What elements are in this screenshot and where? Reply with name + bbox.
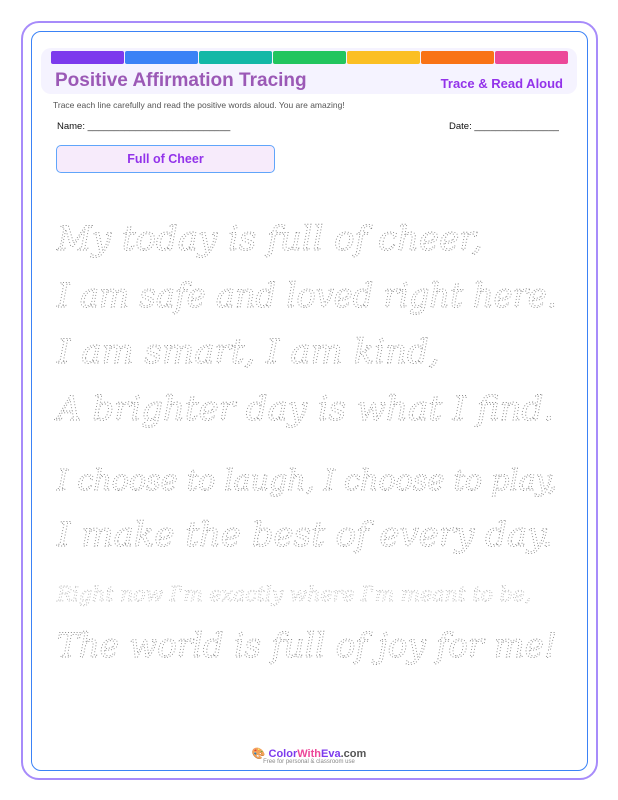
instructions: Trace each line carefully and read the positive words aloud. You are amazing! [53,100,345,110]
tracing-line: I am safe and loved right here. [56,276,557,316]
theme-badge: Full of Cheer [56,145,275,173]
tracing-line: My today is full of cheer, [57,219,483,259]
page-subtitle: Trace & Read Aloud [440,76,563,91]
name-field[interactable]: Name: ___________________________ [57,121,231,132]
brand-part: Eva [320,748,341,760]
tracing-line: I am smart, I am kind, [57,332,440,372]
tracing-line: I make the best of every day. [57,515,553,555]
palette-icon: 🎨 [251,748,266,760]
date-field[interactable]: Date: ________________ [449,121,559,132]
tracing-line: I choose to laugh, I choose to play, [56,463,557,497]
footer-tagline: Free for personal & classroom use [263,759,355,765]
page-title: Positive Affirmation Tracing [55,70,307,91]
brand-part: .com [340,748,367,760]
footer [0,747,618,765]
brand-part: Color [268,748,298,760]
tracing-line: A brighter day is what I find. [57,389,555,429]
tracing-line: The world is full of joy for me! [57,626,557,666]
brand-part: With [297,748,321,760]
tracing-line: Right now I'm exactly where I'm meant to be, [57,582,532,606]
